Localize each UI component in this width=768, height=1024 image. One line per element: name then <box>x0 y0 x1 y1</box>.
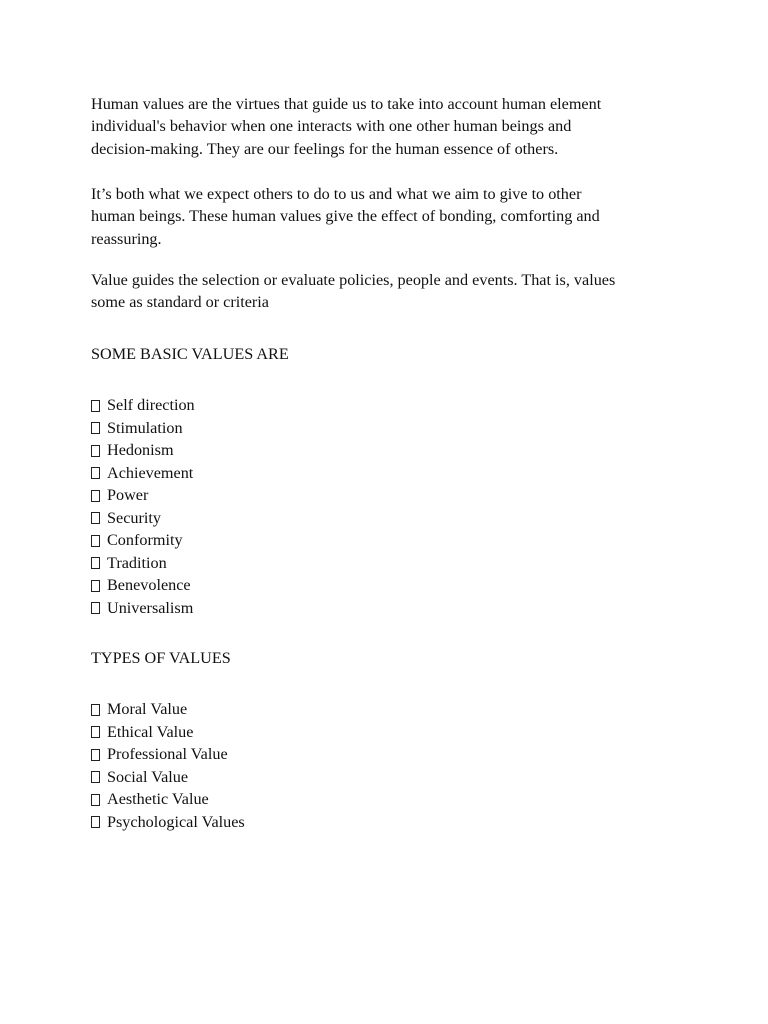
box-icon <box>91 535 100 547</box>
list-item <box>91 552 195 575</box>
paragraph-human-values <box>91 93 691 160</box>
list-item-label: Aesthetic Value <box>107 790 209 808</box>
list-item <box>91 462 195 485</box>
list-item-label: Moral Value <box>107 700 188 718</box>
text-line: Human values are the virtues that guide us to take into account human element <box>91 95 602 113</box>
box-icon <box>91 704 100 716</box>
box-icon <box>91 445 100 457</box>
list-item-label: Tradition <box>107 553 167 572</box>
list-item-label: Psychological Values <box>107 812 245 831</box>
list-item <box>91 721 245 744</box>
list-item-label: Stimulation <box>107 418 183 437</box>
box-icon <box>91 490 100 502</box>
basic-values-list <box>91 394 195 619</box>
list-item <box>91 743 245 766</box>
basic-values-heading: SOME BASIC VALUES ARE <box>91 345 289 363</box>
box-icon <box>91 400 100 412</box>
box-icon <box>91 580 100 592</box>
box-icon <box>91 726 100 738</box>
list-item <box>91 417 195 440</box>
paragraph-value-guides <box>91 269 691 314</box>
text-line: Value guides the selection or evaluate policies, people and events. That is, values <box>91 271 616 289</box>
list-item-label: Security <box>107 508 161 527</box>
list-item <box>91 574 195 597</box>
list-item-label: Achievement <box>107 463 194 482</box>
box-icon <box>91 771 100 783</box>
list-item <box>91 484 195 507</box>
list-item <box>91 766 245 789</box>
list-item <box>91 698 245 721</box>
list-item-label: Ethical Value <box>107 722 194 741</box>
text-line: human beings. These human values give the effect of bonding, comforting and <box>91 207 600 226</box>
list-item <box>91 811 245 834</box>
list-item-label: Social Value <box>107 767 189 786</box>
paragraph-expectations <box>91 183 691 250</box>
list-item-label: Professional Value <box>107 745 228 763</box>
box-icon <box>91 816 100 828</box>
text-line: some as standard or criteria <box>91 293 269 312</box>
box-icon <box>91 749 100 761</box>
box-icon <box>91 602 100 614</box>
box-icon <box>91 512 100 524</box>
list-item <box>91 788 245 811</box>
types-of-values-list <box>91 698 245 833</box>
text-line: decision-making. They are our feelings for the human essence of others. <box>91 139 559 158</box>
list-item <box>91 529 195 552</box>
list-item-label: Self direction <box>107 396 195 414</box>
list-item <box>91 597 195 620</box>
text-line: individual's behavior when one interacts with one other human beings and <box>91 117 572 136</box>
list-item <box>91 507 195 530</box>
box-icon <box>91 794 100 806</box>
text-line: reassuring. <box>91 229 162 248</box>
types-of-values-heading: TYPES OF VALUES <box>91 649 231 667</box>
box-icon <box>91 422 100 434</box>
box-icon <box>91 467 100 479</box>
text-line: It’s both what we expect others to do to us and what we aim to give to other <box>91 185 582 203</box>
list-item-label: Power <box>107 486 149 504</box>
box-icon <box>91 557 100 569</box>
list-item-label: Conformity <box>107 531 183 549</box>
list-item-label: Universalism <box>107 598 194 617</box>
list-item-label: Hedonism <box>107 441 174 459</box>
list-item <box>91 394 195 417</box>
list-item-label: Benevolence <box>107 576 191 594</box>
list-item <box>91 439 195 462</box>
